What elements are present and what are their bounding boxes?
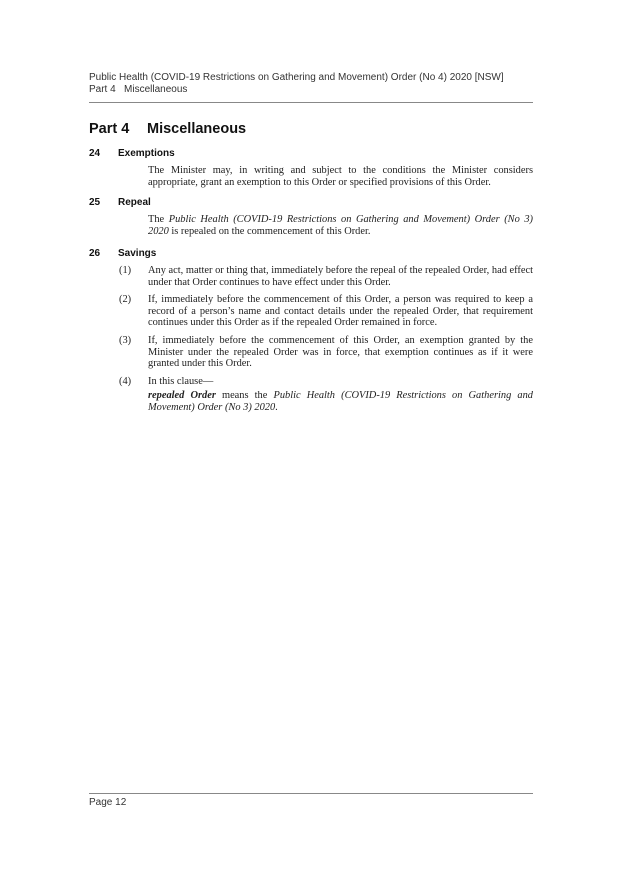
- subclause-4-text: In this clause—: [148, 376, 214, 387]
- part-number: Part 4: [89, 121, 130, 137]
- section-25-title: Repeal: [118, 197, 151, 208]
- section-25-heading: [89, 197, 151, 209]
- subclause-4-number: (4): [119, 376, 132, 387]
- subclause-2-number: (2): [119, 294, 132, 305]
- subclause-2-text: If, immediately before the commencement of this Order, a person was required to keep a record of a person’s name and contact details under the repealed Order, that requirement continues under this Order as if the repealed Order remained in force.: [148, 294, 533, 329]
- subclause-1-number: (1): [119, 265, 132, 276]
- subclause-1-text: Any act, matter or thing that, immediately before the repeal of the repealed Order, had effect under that Order continues to have effect under this Order.: [148, 265, 533, 288]
- header-part: Part 4 Miscellaneous: [89, 84, 188, 95]
- section-24-title: Exemptions: [118, 148, 175, 159]
- definition-end: .: [275, 401, 278, 413]
- subclause-3-text: If, immediately before the commencement of this Order, an exemption granted by the Minister under the repealed Order was in force, that exemption continues as if it were granted under this Order.: [148, 335, 533, 370]
- section-25-order-title: Public Health (COVID-19 Restrictions on Gathering and Movement) Order (No 3) 2020: [148, 214, 533, 237]
- section-24-text: The Minister may, in writing and subject to the conditions the Minister considers appropriate, grant an exemption to this Order or specified provisions of this Order.: [148, 165, 533, 188]
- section-26-number: 26: [89, 248, 101, 259]
- running-header: [89, 72, 533, 96]
- section-26-title: Savings: [118, 248, 157, 259]
- definition-order-title: Public Health (COVID-19 Restrictions on Gathering and Movement) Order (No 3) 2020: [148, 390, 533, 413]
- footer-divider: [89, 793, 533, 794]
- section-25-text-after: is repealed on the commencement of this Order.: [168, 225, 371, 237]
- part-title: Miscellaneous: [147, 121, 247, 137]
- section-25-number: 25: [89, 197, 101, 208]
- section-26-heading: [89, 248, 156, 260]
- subclause-3-number: (3): [119, 335, 132, 346]
- section-25-text: [148, 214, 533, 237]
- header-divider: [89, 102, 533, 103]
- section-24-heading: [89, 148, 175, 160]
- definition-means: means the: [215, 390, 274, 401]
- definition-repealed-order: [148, 390, 533, 413]
- section-25-text-before: The: [148, 214, 169, 225]
- section-24-number: 24: [89, 148, 101, 159]
- defined-term: repealed Order: [148, 390, 216, 401]
- page-number: Page 12: [89, 797, 127, 808]
- header-title: Public Health (COVID-19 Restrictions on Gathering and Movement) Order (No 4) 2020 [NSW]: [89, 72, 504, 83]
- part-heading: [89, 120, 246, 138]
